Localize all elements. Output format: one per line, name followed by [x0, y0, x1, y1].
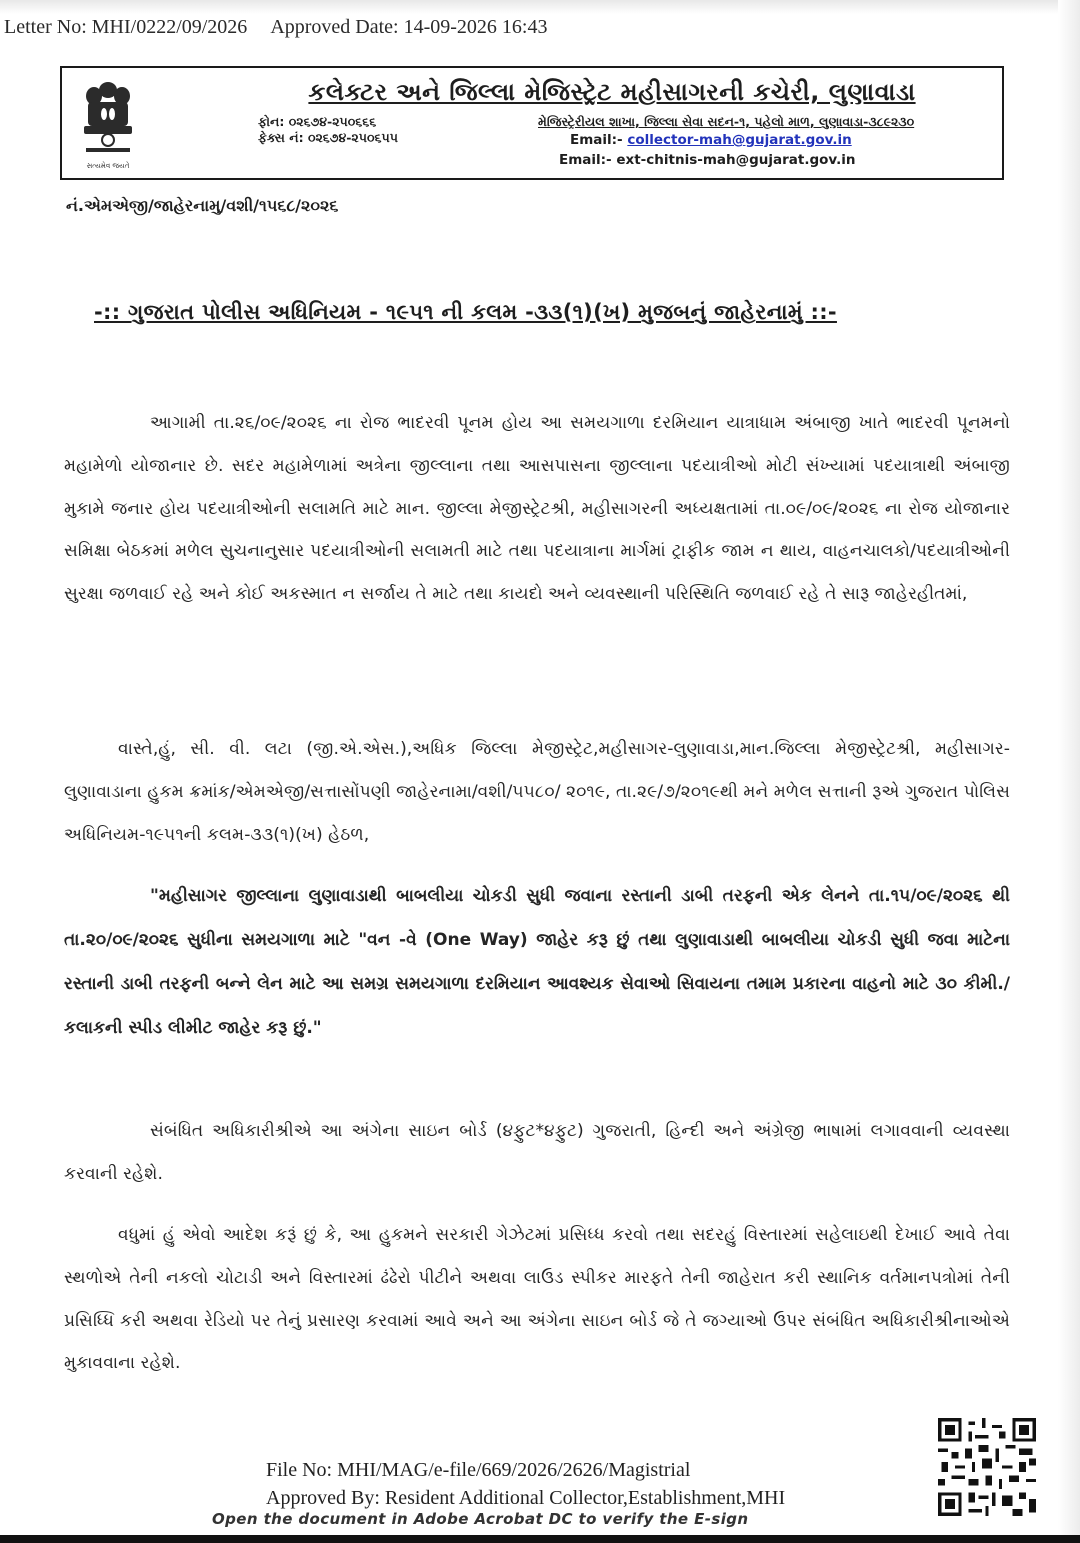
- paragraph-signboard-text: સંબંધિત અધિકારીશ્રીએ આ અંગેના સાઇન બોર્ડ (૪ફુટ*૪ફુટ) ગુજરાતી, હિન્દી અને અંગ્રેજી ભાષામાં લગાવવાની વ્યવસ્થા કરવાની રહેશે.: [64, 1121, 1010, 1184]
- fax-number: ફેક્સ નં: ૦૨૬૭૪-૨૫૦૬૫૫: [258, 130, 398, 145]
- email-label: Email:-: [570, 132, 623, 148]
- letter-number: Letter No: MHI/0222/09/2026: [4, 16, 248, 38]
- svg-text:સત્યમેવ જયતે: સત્યમેવ જયતે: [86, 162, 130, 170]
- paragraph-signboard: [64, 1110, 1010, 1196]
- notification-heading: -:: ગુજરાત પોલીસ અધિનિયમ - ૧૯૫૧ ની કલમ -૩૩(૧)(ખ) મુજબનું જાહેરનામું ::-: [94, 300, 837, 324]
- paragraph-publication: [64, 1214, 1010, 1385]
- page-right-shade: [1058, 0, 1080, 1543]
- office-title: કલેક્ટર અને જિલ્લા મેજિસ્ટ્રેટ મહીસાગરની કચેરી, લુણાવાડા: [308, 78, 916, 106]
- approved-date: Approved Date: 14-09-2026 16:43: [270, 16, 548, 38]
- paragraph-authority-text: વાસ્તે,હું, સી. વી. લટા (જી.એ.એસ.),અધિક જિલ્લા મેજીસ્ટ્રેટ,મહીસાગર-લુણાવાડા,માન.જિલ્લા મેજીસ્ટ્રેટશ્રી, મહીસાગર-લુણાવાડાના હુકમ ક્રમાંક/એમએજી/સત્તાસોંપણી જાહેરનામા/વશી/૫૫૮૦/ ૨૦૧૯, તા.૨૯/૭/૨૦૧૯થી મને મળેલ સત્તાની રૂએ ગુજરાત પોલિસ અધિનિયમ-૧૯૫૧ની કલમ-૩૩(૧)(ખ) હેઠળ,: [64, 739, 1010, 845]
- paragraph-publication-text: વધુમાં હું એવો આદેશ કરૂં છું કે, આ હુકમને સરકારી ગેઝેટમાં પ્રસિધ્ધ કરવો તથા સદરહું વિસ્તારમાં સહેલાઇથી દેખાઈ આવે તેવા સ્થળોએ તેની નકલો ચોટાડી અને વિસ્તારમાં ઢંઢેરો પીટીને અથવા લાઉડ સ્પીકર મારફતે તેની જાહેરાત કરી સ્થાનિક વર્તમાનપત્રોમાં તેની પ્રસિધ્ધિ કરી અથવા રેડિયો પર તેનું પ્રસારણ કરવામાં આવે અને આ અંગેના સાઇન બોર્ડ જે તે જગ્યાઓ ઉપર સંબંધિત અધિકારીશ્રીનાઓએ મુકાવવાના રહેશે.: [64, 1225, 1010, 1374]
- page-top-edge: [0, 0, 1080, 14]
- collector-email-link[interactable]: collector-mah@gujarat.gov.in: [627, 132, 852, 148]
- paragraph-background: [64, 402, 1010, 616]
- office-address: મેજિસ્ટ્રેરીયલ શાખા, જિલ્લા સેવા સદન-૧, પહેલો માળ, લુણાવાડા-૩૮૯૨૩૦: [538, 114, 915, 129]
- qr-code-icon: [938, 1418, 1036, 1516]
- office-address-block: [538, 114, 914, 130]
- esign-verify-note: Open the document in Adobe Acrobat DC to verify the E-sign: [212, 1510, 749, 1528]
- contact-numbers: [258, 114, 398, 146]
- reference-number: નં.એમએજી/જાહેરનામુ/વશી/૧૫૬૮/૨૦૨૬: [66, 196, 339, 215]
- phone-number: ફોન: ૦૨૬૭૪-૨૫૦૬૬૬: [258, 114, 377, 129]
- paragraph-order-text: "મહીસાગર જીલ્લાના લુણાવાડાથી બાબલીયા ચોકડી સુધી જવાના રસ્તાની ડાબી તરફની એક લેનને તા.૧૫/૦૯/૨૦૨૬ થી તા.૨૦/૦૯/૨૦૨૬ સુધીના સમયગાળા માટે "વન -વે (One Way) જાહેર કરૂ છું તથા લુણાવાડાથી બાબલીયા ચોકડી સુધી જવા માટેના રસ્તાની ડાબી તરફની બન્ને લેન માટે આ સમગ્ર સમયગાળા દરમિયાન આવશ્યક સેવાઓ સિવાયના તમામ પ્રકારના વાહનો માટે ૩૦ કીમી./કલાકની સ્પીડ લીમીટ જાહેર કરૂ છું.": [64, 886, 1010, 1038]
- file-number: File No: MHI/MAG/e-file/669/2026/2626/Magistrial: [266, 1459, 691, 1481]
- file-details: [266, 1456, 785, 1512]
- paragraph-order: [64, 874, 1010, 1050]
- paragraph-authority: [64, 728, 1010, 856]
- email-secondary: Email:- ext-chitnis-mah@gujarat.gov.in: [559, 152, 856, 168]
- state-emblem-icon: [74, 76, 142, 174]
- letter-meta: [4, 16, 547, 39]
- letterhead: [60, 66, 1004, 180]
- bottom-bar: [0, 1535, 1080, 1543]
- approved-by: Approved By: Resident Additional Collector,Establishment,MHI: [266, 1487, 786, 1509]
- paragraph-background-text: આગામી તા.૨૬/૦૯/૨૦૨૬ ના રોજ ભાદરવી પૂનમ હોય આ સમયગાળા દરમિયાન યાત્રાધામ અંબાજી ખાતે ભાદરવી પૂનમનો મહામેળો યોજાનાર છે. સદર મહામેળામાં અત્રેના જીલ્લાના તથા આસપાસના જીલ્લાના પદયાત્રીઓ મોટી સંખ્યામાં પદયાત્રાથી અંબાજી મુકામે જનાર હોય પદયાત્રીઓની સલામતિ માટે માન. જીલ્લા મેજીસ્ટ્રેટશ્રી, મહીસાગરની અધ્યક્ષતામાં તા.૦૯/૦૯/૨૦૨૬ ના રોજ યોજાનાર સમિક્ષા બેઠકમાં મળેલ સુચનાનુસાર પદયાત્રીઓની સલામતી માટે તથા પદયાત્રાના માર્ગમાં ટ્રાફીક જામ ન થાય, વાહનચાલકો/પદયાત્રીઓની સુરક્ષા જળવાઈ રહે અને કોઈ અકસ્માત ન સર્જાય તે માટે તથા કાયદો અને વ્યવસ્થાની પરિસ્થિતિ જળવાઈ રહે તે સારૂ જાહેરહીતમાં,: [64, 413, 1010, 605]
- email-primary: [570, 132, 852, 148]
